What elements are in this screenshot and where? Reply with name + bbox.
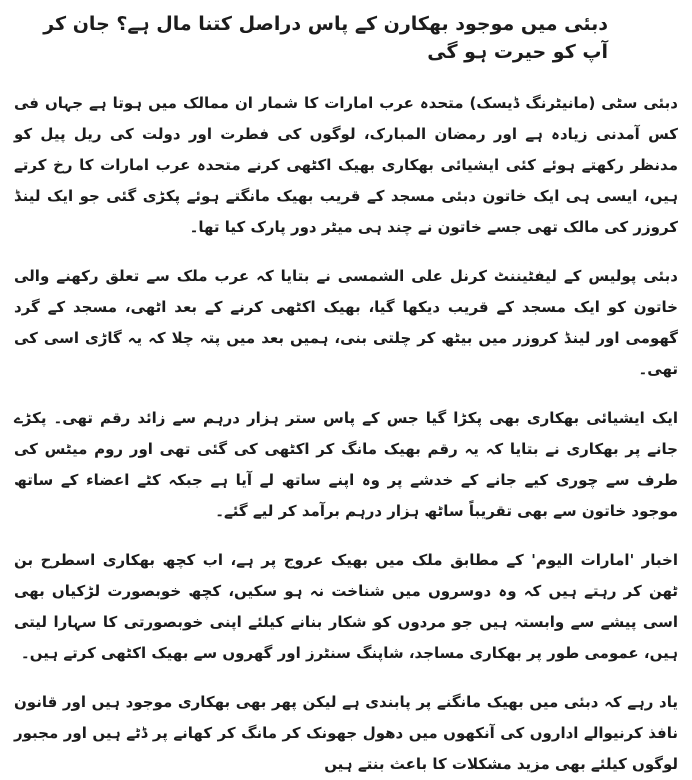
article-headline: دبئی میں موجود بھکارن کے پاس دراصل کتنا مال ہے؟ جان کر آپ کو حیرت ہو گی (43, 13, 608, 63)
article-paragraph-5: یاد رہے کہ دبئی میں بھیک مانگنے پر پابندی ہے لیکن پھر بھی بھکاری موجود ہیں اور قانون نافذ کرنیوالے اداروں کی آنکھوں میں دھول جھونک کر مانگ کر کھانے پر ڈٹے ہیں اور مجبور لوگوں کیلئے بھی مزید مشکلات کا باعث بنتے ہیں (14, 693, 678, 773)
article-paragraph-1: دبئی سٹی (مانیٹرنگ ڈیسک) متحدہ عرب امارات کا شمار ان ممالک میں ہوتا ہے جہاں فی کس آمدنی زیادہ ہے اور رمضان المبارک، لوگوں کی فطرت اور دولت کی ریل پیل کو مدنظر رکھتے ہوئے کئی ایشیائی بھکاری بھیک اکٹھی کرنے متحدہ عرب امارات کا رخ کرتے ہیں، ایسی ہی ایک خاتون دبئی مسجد کے قریب بھیک مانگتے ہوئے پکڑی گئی جو ایک لینڈ کروزر کی مالک تھی جسے خاتون نے چند ہی میٹر دور پارک کیا تھا۔ (14, 94, 678, 236)
article-paragraph-4: اخبار 'امارات الیوم' کے مطابق ملک میں بھیک عروج پر ہے، اب کچھ بھکاری اسطرح بن ٹھن کر رہتے ہیں کہ وہ دوسروں میں شناخت نہ ہو سکیں، کچھ خوبصورت لڑکیاں بھی اسی پیشے سے وابستہ ہیں جو مردوں کو شکار بنانے کیلئے اپنی خوبصورتی کا سہارا لیتی ہیں، عمومی طور پر بھکاری مساجد، شاپنگ سنٹرز اور گھروں سے بھیک اکٹھی کرتے ہیں۔ (14, 551, 678, 662)
article-paragraph-2: دبئی پولیس کے لیفٹیننٹ کرنل علی الشمسی نے بتایا کہ عرب ملک سے تعلق رکھنے والی خاتون کو ایک مسجد کے قریب دیکھا گیا، بھیک اکٹھی کرنے کے بعد اٹھی، مسجد کے گرد گھومی اور لینڈ کروزر میں بیٹھ کر چلتی بنی، ہمیں بعد میں پتہ چلا کہ یہ گاڑی اسی کی تھی۔ (14, 267, 678, 378)
article-paragraph-3: ایک ایشیائی بھکاری بھی پکڑا گیا جس کے پاس ستر ہزار درہم سے زائد رقم تھی۔ پکڑے جانے پر بھکاری نے بتایا کہ یہ رقم بھیک مانگ کر اکٹھی کی گئی تھی اور روم میٹس کی طرف سے چوری کیے جانے کے خدشے پر وہ اپنے ساتھ لے آیا ہے جبکہ کٹے اعضاء کے ساتھ موجود خاتون سے بھی تقریباً ساٹھ ہزار درہم برآمد کر لیے گئے۔ (14, 409, 678, 520)
